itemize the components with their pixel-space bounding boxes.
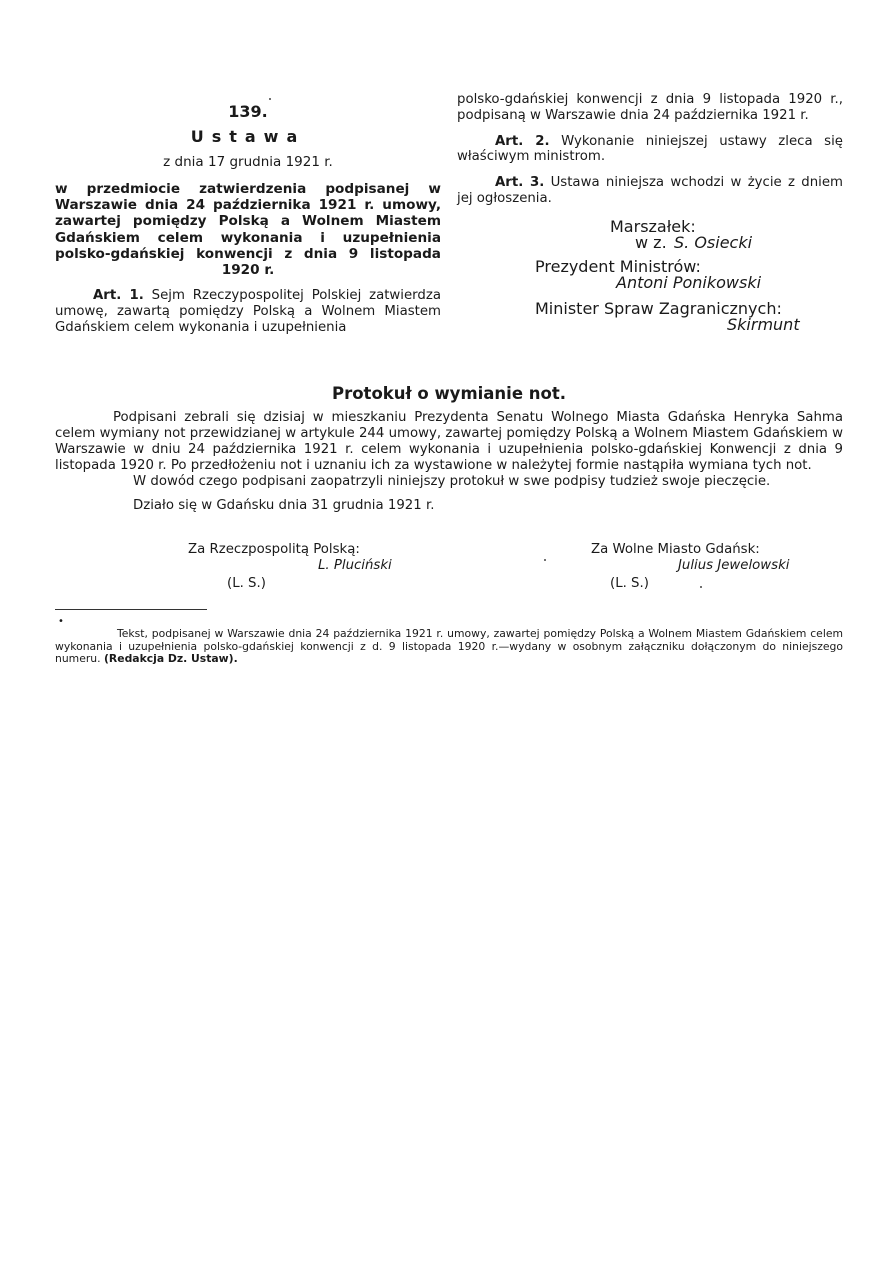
left-seal: (L. S.) (227, 576, 266, 591)
article-2-text: Wykonanie niniejszej ustawy zleca się właściwym ministrom. (457, 133, 843, 165)
left-party: Za Rzeczpospolitą Polską: (188, 542, 360, 557)
act-signatures (457, 217, 843, 347)
prime-minister-title: Prezydent Ministrów: (535, 256, 701, 276)
protocol-body (55, 410, 843, 513)
left-column (55, 102, 441, 336)
protocol-title: Protokuł o wymianie not. (331, 384, 566, 403)
left-signer: L. Pluciński (318, 558, 392, 573)
protocol-paragraph-2: W dowód czego podpisani zaopatrzyli niniejszy protokuł w swe podpisy tudzież swoje pieczęcie. (133, 473, 771, 489)
footnote (55, 628, 843, 666)
foreign-minister-title: Minister Spraw Zagranicznych: (535, 298, 782, 318)
act-subject: w przedmiocie zatwierdzenia podpisanej w Warszawie dnia 24 października 1921 r. umowy, zawartej pomiędzy Polską a Wolnem Miastem Gdańskiem celem wykonania i uzupełnienia polsko-gdańskiej konwencji z dnia 9 listopada 1920 r. (55, 181, 441, 279)
article-2-label: Art. 2. (495, 133, 550, 149)
marshal-title: Marszałek: (610, 216, 696, 236)
article-1-label: Art. 1. (93, 288, 144, 304)
protocol-place-date: Działo się w Gdańsku dnia 31 grudnia 1921 r. (133, 497, 435, 513)
act-type: Ustawa (190, 127, 306, 146)
footnote-text: Tekst, podpisanej w Warszawie dnia 24 października 1921 r. umowy, zawartej pomiędzy Polską a Wolnem Miastem Gdańskiem celem wykonania i uzupełnienia polsko-gdańskiej konwencji z d. 9 listopada 1920 r.—wydany w osobnym załączniku dołączonym do niniejszego numeru. (55, 627, 843, 666)
scan-speck (544, 559, 546, 561)
right-signer: Julius Jewelowski (678, 558, 790, 573)
right-column (457, 92, 843, 347)
protocol-paragraph-1: Podpisani zebrali się dzisiaj w mieszkaniu Prezydenta Senatu Wolnego Miasta Gdańska Henryka Sahma celem wymiany not przewidzianej w artykule 244 umowy, zawartej pomiędzy Polską a Wolnem Miastem Gdańskiem w Warszawie w dniu 24 października 1921 r. celem wykonania i uzupełnienia polsko-gdańskiej Konwencji z dnia 9 listopada 1920 r. Po przedłożeniu not i uznaniu ich za wystawione w należytej formie nastąpiła wymiana tych not. (55, 410, 843, 473)
scan-speck (269, 98, 271, 100)
marshal-prefix: w z. (635, 232, 667, 252)
article-3 (457, 175, 843, 207)
article-3-label: Art. 3. (495, 175, 545, 191)
footnote-mark: • (58, 616, 64, 627)
scan-speck (700, 586, 702, 588)
article-1-continuation: polsko-gdańskiej konwencji z dnia 9 listopada 1920 r., podpisaną w Warszawie dnia 24 października 1921 r. (457, 92, 843, 123)
right-party: Za Wolne Miasto Gdańsk: (591, 542, 760, 557)
prime-minister-name: Antoni Ponikowski (616, 272, 762, 292)
act-number: 139. (228, 102, 268, 121)
article-1 (55, 288, 441, 335)
right-seal: (L. S.) (610, 576, 649, 591)
article-2 (457, 134, 843, 166)
footnote-rule (55, 609, 207, 610)
article-3-text: Ustawa niniejsza wchodzi w życie z dniem jej ogłoszenia. (457, 175, 843, 206)
foreign-minister-name: Skirmunt (727, 314, 800, 334)
footnote-editor: (Redakcja Dz. Ustaw). (104, 652, 238, 666)
article-1-text: Sejm Rzeczypospolitej Polskiej zatwierdza umowę, zawartą pomiędzy Polską a Wolnem Miastem Gdańskiem celem wykonania i uzupełnienia (55, 288, 441, 335)
act-date: z dnia 17 grudnia 1921 r. (163, 154, 333, 170)
marshal-name: S. Osiecki (674, 232, 753, 252)
